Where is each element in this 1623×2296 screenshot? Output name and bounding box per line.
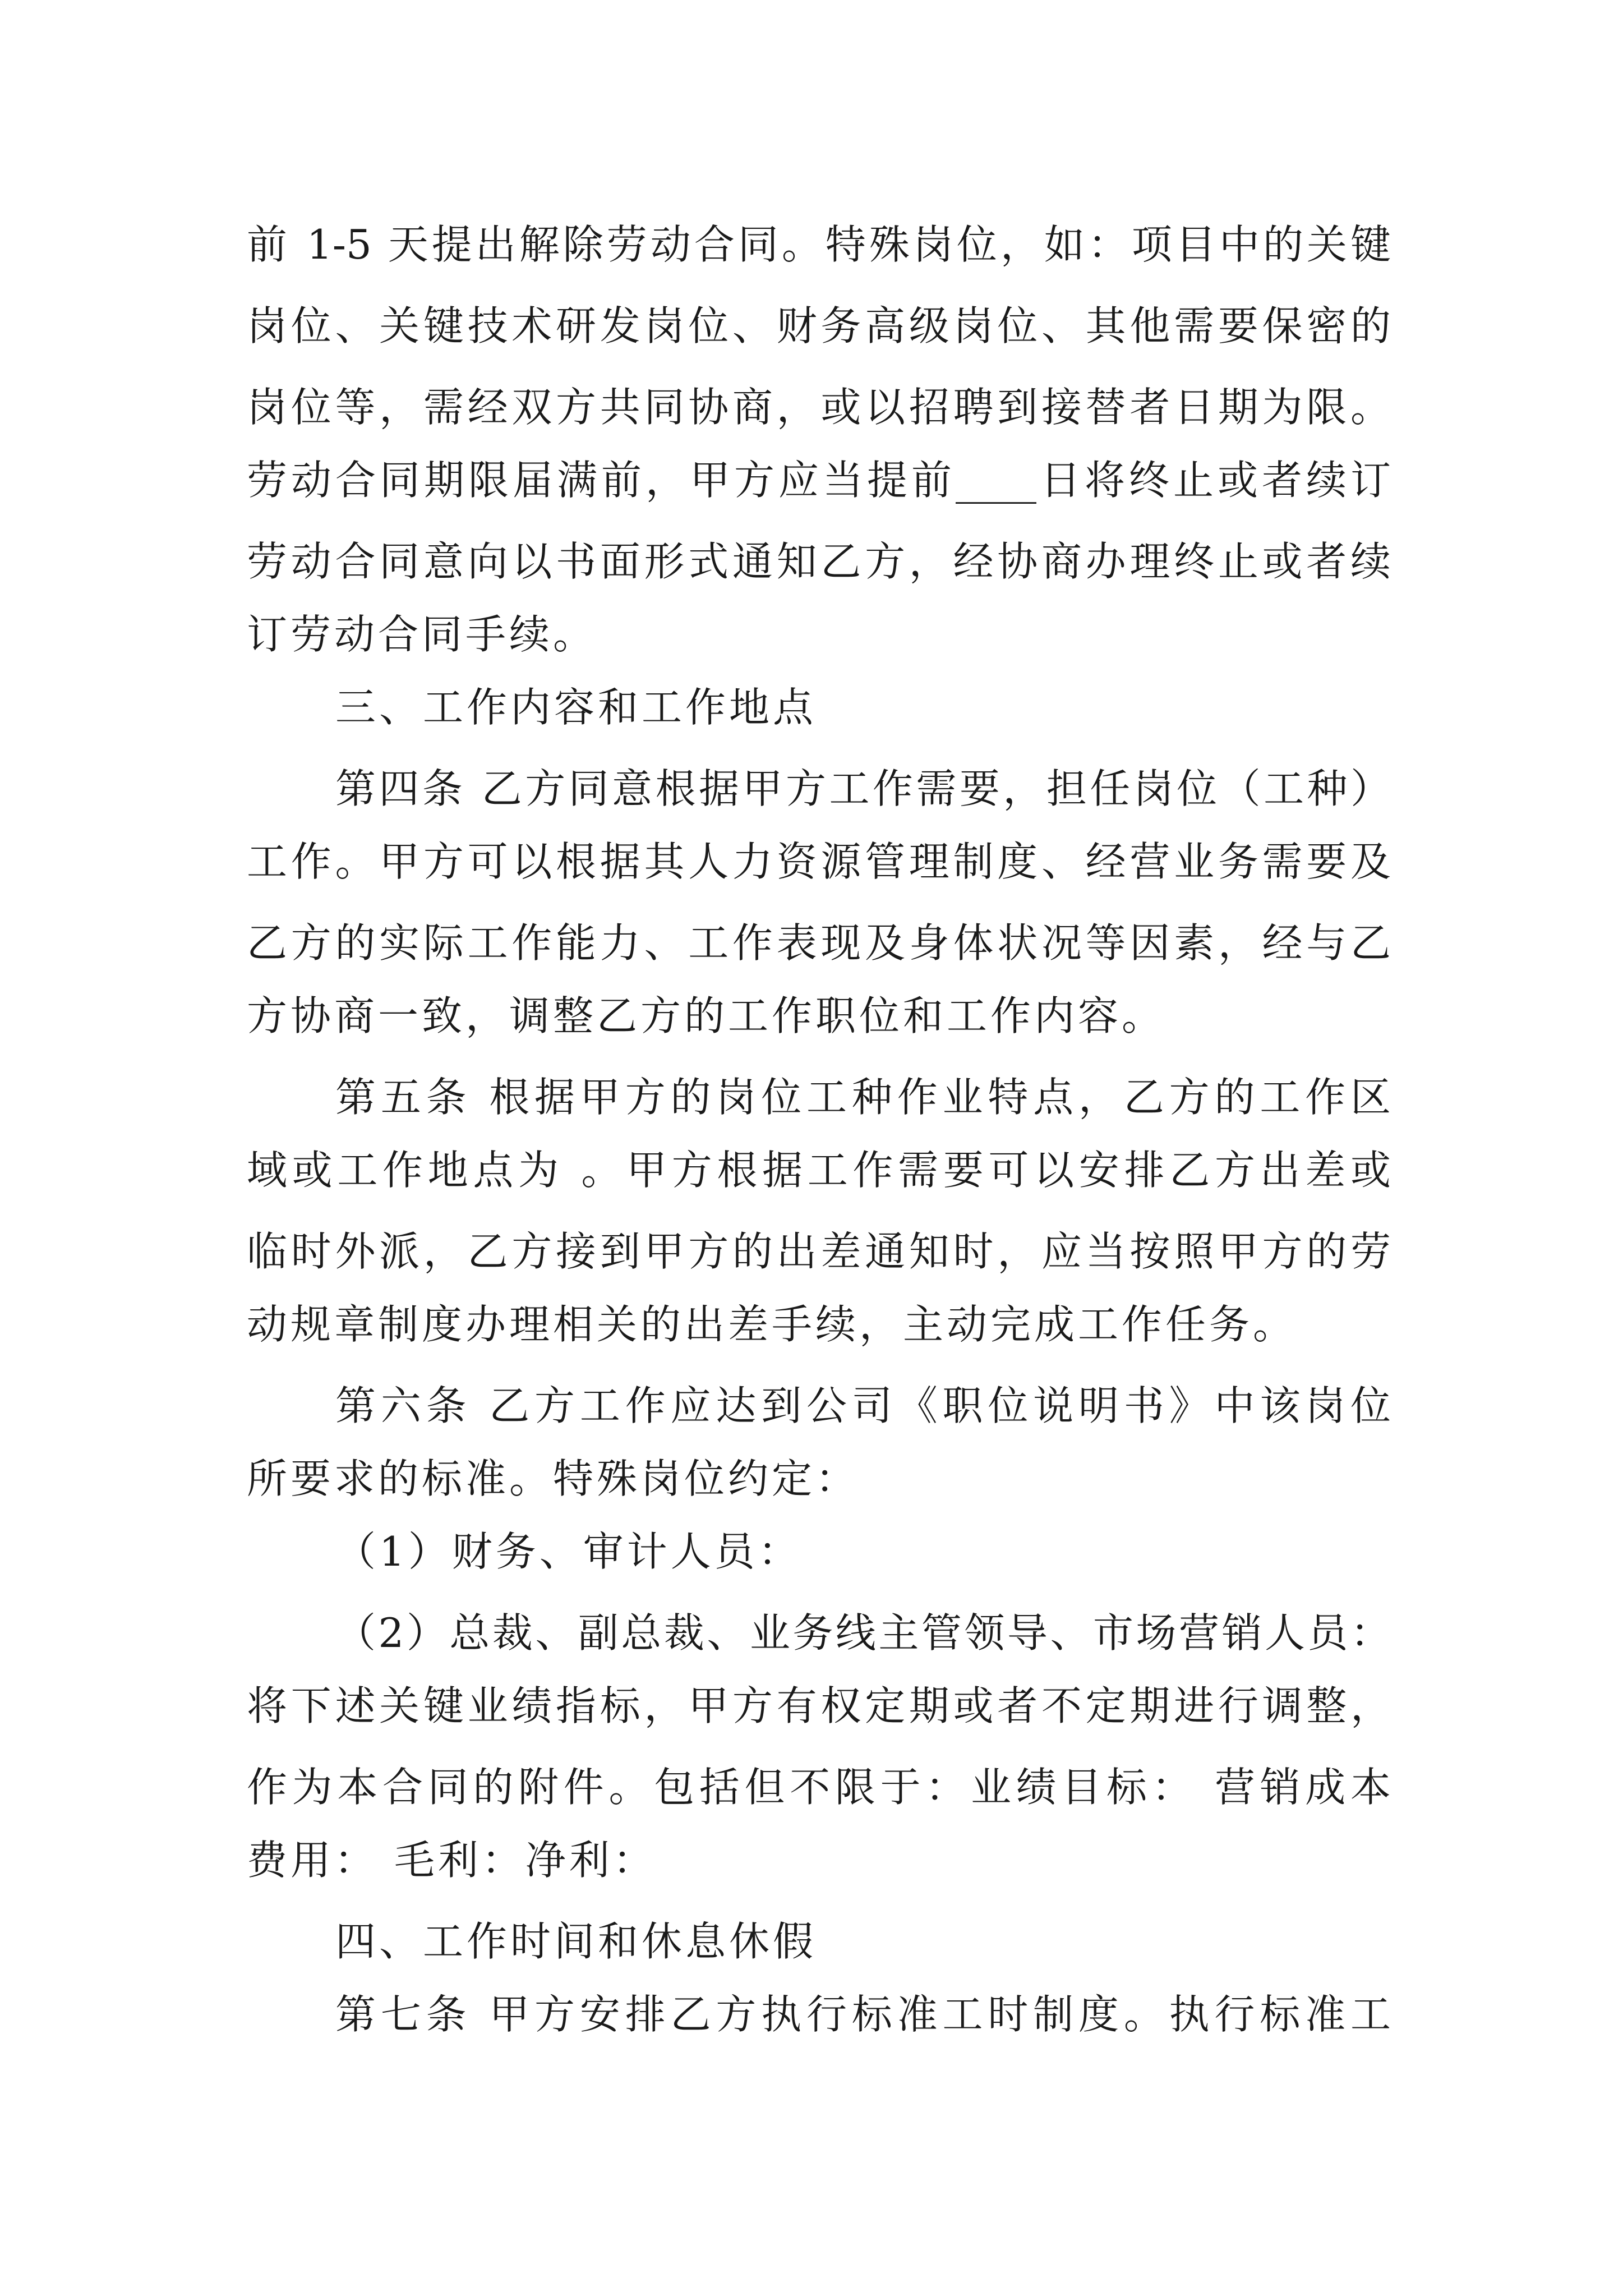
body-text-line: 前 1-5 天提出解除劳动合同。特殊岗位，如：项目中的关键 xyxy=(247,221,1391,268)
section-heading: 四、工作时间和休息休假 xyxy=(335,1918,817,1965)
body-text-line: 订劳动合同手续。 xyxy=(247,611,597,658)
body-text-line: 域或工作地点为 。甲方根据工作需要可以安排乙方出差或 xyxy=(247,1147,1391,1194)
body-text-line: 工作。甲方可以根据其人力资源管理制度、经营业务需要及 xyxy=(247,838,1391,885)
article-line: 第六条 乙方工作应达到公司《职位说明书》中该岗位 xyxy=(335,1382,1391,1429)
body-text-line: 劳动合同意向以书面形式通知乙方，经协商办理终止或者续 xyxy=(247,538,1391,585)
body-text-line: 方协商一致，调整乙方的工作职位和工作内容。 xyxy=(247,992,1166,1039)
body-text-line: 乙方的实际工作能力、工作表现及身体状况等因素，经与乙 xyxy=(247,919,1391,967)
body-text-line: 劳动合同期限届满前，甲方应当提前____日将终止或者续订 xyxy=(247,457,1391,504)
body-text-line: 临时外派，乙方接到甲方的出差通知时，应当按照甲方的劳 xyxy=(247,1228,1391,1275)
article-line: 第七条 甲方安排乙方执行标准工时制度。执行标准工 xyxy=(335,1991,1391,2038)
article-line: 第五条 根据甲方的岗位工种作业特点，乙方的工作区 xyxy=(335,1074,1391,1121)
body-text-line: 岗位等，需经双方共同协商，或以招聘到接替者日期为限。 xyxy=(247,384,1391,431)
list-item: （2）总裁、副总裁、业务线主管领导、市场营销人员： xyxy=(335,1609,1391,1657)
list-item: （1）财务、审计人员： xyxy=(335,1528,802,1575)
body-text-line: 作为本合同的附件。包括但不限于：业绩目标： 营销成本 xyxy=(247,1764,1391,1811)
body-text-line: 动规章制度办理相关的出差手续，主动完成工作任务。 xyxy=(247,1301,1297,1348)
section-heading: 三、工作内容和工作地点 xyxy=(335,684,817,731)
body-text-line: 将下述关键业绩指标，甲方有权定期或者不定期进行调整， xyxy=(247,1682,1391,1729)
body-text-line: 费用： 毛利：净利： xyxy=(247,1837,657,1884)
body-text-line: 所要求的标准。特殊岗位约定： xyxy=(247,1455,860,1502)
body-text-line: 岗位、关键技术研发岗位、财务高级岗位、其他需要保密的 xyxy=(247,302,1391,349)
article-line: 第四条 乙方同意根据甲方工作需要，担任岗位（工种） xyxy=(335,765,1391,812)
